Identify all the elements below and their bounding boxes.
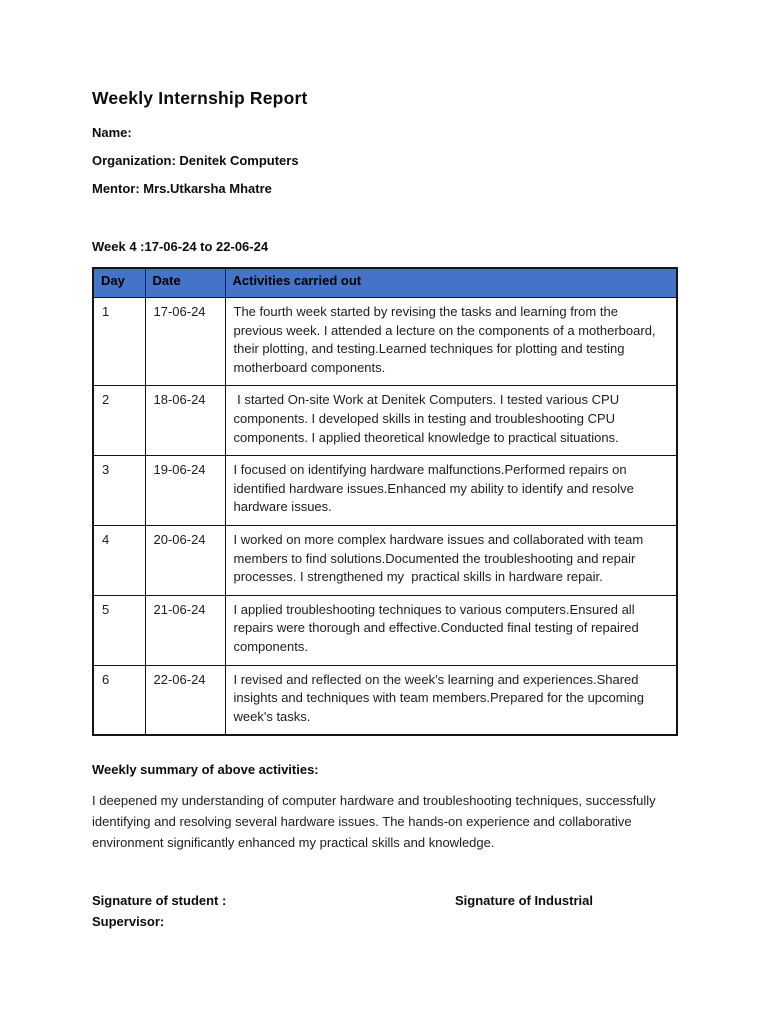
table-row (93, 386, 677, 456)
activity-cell: I focused on identifying hardware malfunctions.Performed repairs on identified hardware issues.Enhanced my ability to identify and resolve hardware issues. (225, 456, 677, 526)
date-cell: 19-06-24 (145, 456, 225, 526)
summary-text: I deepened my understanding of computer hardware and troubleshooting techniques, successfully identifying and resolving several hardware issues. The hands-on experience and collaborative environment significantly enhanced my practical skills and knowledge. (92, 793, 656, 851)
table-row (93, 456, 677, 526)
week-heading: Week 4 :17-06-24 to 22-06-24 (92, 239, 269, 254)
activities-table (92, 267, 678, 736)
day-cell: 3 (93, 456, 145, 526)
date-cell: 17-06-24 (145, 298, 225, 386)
table-row (93, 595, 677, 665)
field-name: Name: (92, 125, 132, 140)
column-header-date: Date (145, 268, 225, 298)
table-header-row (93, 268, 677, 298)
day-cell: 5 (93, 595, 145, 665)
field-organization: Organization: Denitek Computers (92, 153, 299, 168)
activity-cell: The fourth week started by revising the tasks and learning from the previous week. I attended a lecture on the components of a motherboard, their plotting, and testing.Learned techniques for plotting and testing motherboard components. (225, 298, 677, 386)
column-header-activities: Activities carried out (225, 268, 677, 298)
day-cell: 6 (93, 665, 145, 735)
activity-cell: I applied troubleshooting techniques to various computers.Ensured all repairs were thorough and effective.Conducted final testing of repaired components. (225, 595, 677, 665)
date-cell: 18-06-24 (145, 386, 225, 456)
date-cell: 20-06-24 (145, 525, 225, 595)
page-title: Weekly Internship Report (92, 88, 308, 108)
field-mentor: Mentor: Mrs.Utkarsha Mhatre (92, 181, 272, 196)
column-header-day: Day (93, 268, 145, 298)
date-cell: 22-06-24 (145, 665, 225, 735)
table-row (93, 525, 677, 595)
table-row (93, 665, 677, 735)
signature-block (92, 890, 676, 932)
day-cell: 1 (93, 298, 145, 386)
activity-cell: I worked on more complex hardware issues and collaborated with team members to find solutions.Documented the troubleshooting and repair processes. I strengthened my practical skills in hardware repair. (225, 525, 677, 595)
day-cell: 2 (93, 386, 145, 456)
industrial-signature-label: Signature of Industrial (455, 893, 593, 909)
industrial-supervisor-label: Supervisor: (92, 914, 165, 930)
activity-cell: I started On-site Work at Denitek Computers. I tested various CPU components. I developed skills in testing and troubleshooting CPU components. I applied theoretical knowledge to practical situations. (225, 386, 677, 456)
table-row (93, 298, 677, 386)
date-cell: 21-06-24 (145, 595, 225, 665)
activity-cell: I revised and reflected on the week's learning and experiences.Shared insights and techniques with team members.Prepared for the upcoming week's tasks. (225, 665, 677, 735)
summary-heading: Weekly summary of above activities: (92, 762, 319, 778)
day-cell: 4 (93, 525, 145, 595)
student-signature-label: Signature of student : (92, 893, 227, 909)
